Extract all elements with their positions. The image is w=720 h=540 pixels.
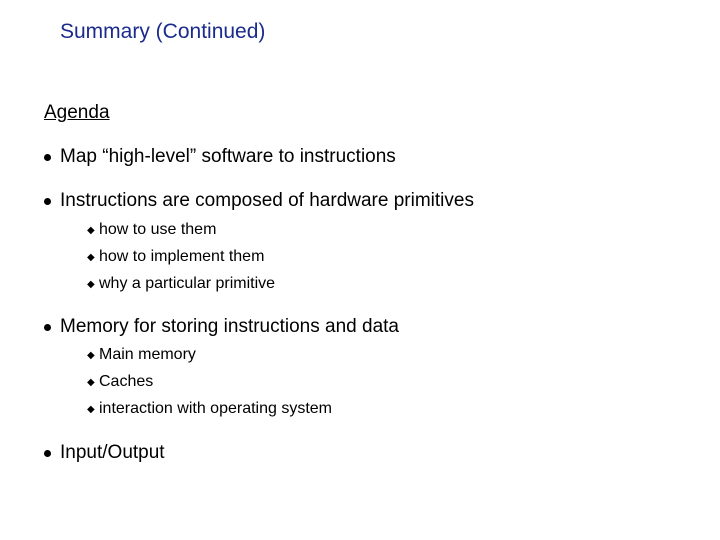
- sub-item-text: Caches: [99, 373, 154, 390]
- list-item-text: Instructions are composed of hardware primitives: [60, 190, 474, 211]
- slide-title: Summary (Continued): [60, 20, 266, 43]
- sub-bullet-icon: ◆: [87, 279, 95, 290]
- bullet-icon: [44, 198, 51, 205]
- sub-bullet-icon: ◆: [87, 377, 95, 388]
- bullet-icon: [44, 450, 51, 457]
- sub-bullet-icon: ◆: [87, 350, 95, 361]
- sub-item-text: how to use them: [99, 221, 217, 238]
- sub-item-text: Main memory: [99, 346, 196, 363]
- sub-item-text: how to implement them: [99, 248, 265, 265]
- sub-item-text: interaction with operating system: [99, 400, 332, 417]
- list-item-text: Input/Output: [60, 442, 165, 463]
- sub-bullet-icon: ◆: [87, 252, 95, 263]
- agenda-heading: Agenda: [44, 102, 110, 123]
- bullet-icon: [44, 324, 51, 331]
- sub-bullet-icon: ◆: [87, 225, 95, 236]
- sub-bullet-icon: ◆: [87, 404, 95, 415]
- sub-item-text: why a particular primitive: [99, 275, 276, 292]
- list-item-text: Memory for storing instructions and data: [60, 316, 399, 337]
- list-item-text: Map “high-level” software to instructions: [60, 146, 396, 167]
- bullet-icon: [44, 154, 51, 161]
